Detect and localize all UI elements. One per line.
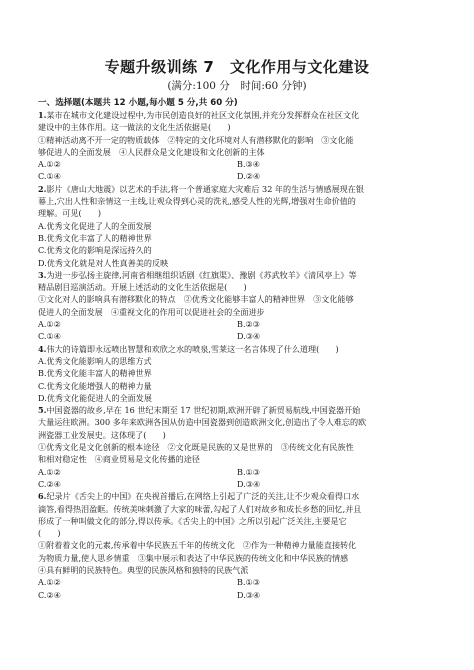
question-1	[38, 109, 436, 183]
question-stem-line: 纪录片《舌尖上的中国》在央视首播后,在网络上引起了广泛的关注,让不少观众看得口水	[46, 491, 360, 502]
statement-line: ④具有鲜明的民族特色。典型的民族风格和独特的民族气派	[38, 564, 249, 575]
option-row	[38, 466, 436, 478]
statement-line: 和相对稳定性 ④商业贸易是文化传播的途径	[38, 454, 200, 465]
question-stem-line: 幕上,穴出人性和亲情这一主线,让观众得到心灵的洗礼,感受人性的光辉,增强对生命价值的	[38, 196, 356, 207]
statement-line: 促进人的全面发展 ④重视文化的作用可以促进社会的全面进步	[38, 306, 265, 317]
option-c[interactable]: C.②④	[38, 478, 61, 489]
question-stem-line: 建设中的主体作用。这一做法的文化生活依据是( )	[38, 122, 231, 133]
option-b[interactable]: B.②③	[237, 319, 261, 330]
questions-content	[38, 109, 436, 601]
question-3	[38, 269, 436, 343]
statement-line: ①附着着文化的元素,传承着中华民族五千年的传统文化 ②作为一种精神力量能直接转化	[38, 540, 357, 551]
question-5	[38, 404, 436, 490]
option-row	[38, 170, 436, 182]
page-title: 专题升级训练 7 文化作用与文化建设	[104, 58, 370, 76]
question-number: 4.	[38, 343, 47, 354]
option-row	[38, 576, 436, 588]
option-row	[38, 158, 436, 170]
question-4	[38, 343, 436, 404]
question-6	[38, 490, 436, 601]
option-c[interactable]: C.①④	[38, 171, 61, 182]
option-d[interactable]: D.优秀文化就是对人性真善美的反映	[38, 257, 169, 268]
option-row	[38, 330, 436, 342]
option-c[interactable]: C.①④	[38, 331, 61, 342]
option-d[interactable]: D.③④	[237, 589, 261, 600]
question-stem-line: ( )	[38, 528, 61, 539]
option-c[interactable]: C.优秀文化的影响是深远持久的	[38, 245, 152, 256]
option-a[interactable]: A.①②	[38, 577, 61, 588]
question-stem-line: 理解。可见( )	[38, 208, 101, 219]
question-stem-line: 洲瓷器工业发展史。这体现了( )	[38, 429, 166, 440]
option-d[interactable]: D.③④	[237, 331, 261, 342]
question-stem-line: 为进一步弘扬主旋律,河南省相继组织话剧《红旗渠》、豫剧《苏武牧羊》《清风亭上》等	[46, 269, 357, 280]
option-b[interactable]: B.①③	[237, 466, 261, 477]
option-a[interactable]: A.①②	[38, 466, 61, 477]
question-stem-line: 某市在城市文化建设过程中,为市民创造良好的社区文化氛围,并充分发挥群众在社区文化	[46, 110, 360, 120]
statement-line: 够促进人的全面发展 ④人民群众是文化建设和文化创新的主体	[38, 146, 265, 157]
statement-line: ①优秀文化是文化创新的根本途径 ②文化既是民族的又是世界的 ③传统文化有民族性	[38, 442, 354, 453]
option-b[interactable]: B.③④	[237, 159, 261, 170]
question-stem-line: 形成了一种叫做文化的部分,得以传承。《舌尖上的中国》之所以引起广泛关注,主要是它	[38, 515, 347, 526]
question-number: 3.	[38, 269, 47, 280]
option-c[interactable]: C.优秀文化能增强人的精神力量	[38, 380, 152, 391]
question-stem-line: 大量运往欧洲。300 多年来欧洲各国从仿造中国瓷器到创造欧洲文化,创造出了令人难忘的欧	[38, 417, 367, 428]
option-c[interactable]: C.②④	[38, 589, 61, 600]
question-stem-line: 影片《唐山大地震》以艺术的手法,将一个普通家庭大灾难后 32 年的生活与情感展现在银	[46, 183, 364, 194]
question-stem-line: 滴答,看得热泪盈眶。传统美味刺激了大家的味蕾,勾起了人们对故乡和成长乡愁的回忆,并且	[38, 503, 362, 514]
question-stem-line: 精品剧目巡演活动。开展上述活动的文化生活依据是( )	[38, 282, 247, 293]
statement-line: 为物质力量,使人思乡情重 ③集中展示和表达了中华民族的传统文化和中华民族的情感	[38, 552, 349, 563]
question-number: 2.	[38, 183, 47, 194]
option-d[interactable]: D.③④	[237, 478, 261, 489]
option-b[interactable]: B.①③	[237, 577, 261, 588]
option-a[interactable]: A.优秀文化能影响人的思维方式	[38, 355, 152, 366]
question-number: 5.	[38, 405, 47, 416]
option-b[interactable]: B.优秀文化丰富了人的精神世界	[38, 232, 152, 243]
option-row	[38, 318, 436, 330]
option-a[interactable]: A.①②	[38, 319, 61, 330]
question-number: 1.	[38, 110, 47, 120]
section-heading: 一、选择题(本题共 12 小题,每小题 5 分,共 60 分)	[38, 98, 238, 108]
statement-line: ①文化对人的影响具有潜移默化的特点 ②优秀文化能够丰富人的精神世界 ③文化能够	[38, 294, 354, 305]
question-stem-line: 伟大的诗篇即永远喷出智慧和欢欣之水的喷泉,雪莱这一名言体现了什么道理( )	[46, 343, 339, 354]
option-a[interactable]: A.①②	[38, 159, 61, 170]
option-b[interactable]: B.优秀文化能丰富人的精神世界	[38, 368, 152, 379]
option-d[interactable]: D.②④	[237, 171, 261, 182]
statement-line: ①精神活动离不开一定的物质载体 ②特定的文化环境对人有潜移默化的影响 ③文化能	[38, 134, 354, 145]
question-number: 6.	[38, 491, 47, 502]
option-d[interactable]: D.优秀文化能促进人的全面发展	[38, 392, 152, 403]
option-a[interactable]: A.优秀文化促进了人的全面发展	[38, 220, 152, 231]
option-row	[38, 478, 436, 490]
option-row	[38, 589, 436, 601]
question-2	[38, 183, 436, 269]
question-stem-line: 中国瓷器的故乡,早在 16 世纪末期至 17 世纪初期,欧洲开辟了新贸易航线,中国瓷器开始	[46, 405, 361, 416]
page-subtitle: (满分:100 分 时间:60 分钟)	[167, 80, 307, 92]
